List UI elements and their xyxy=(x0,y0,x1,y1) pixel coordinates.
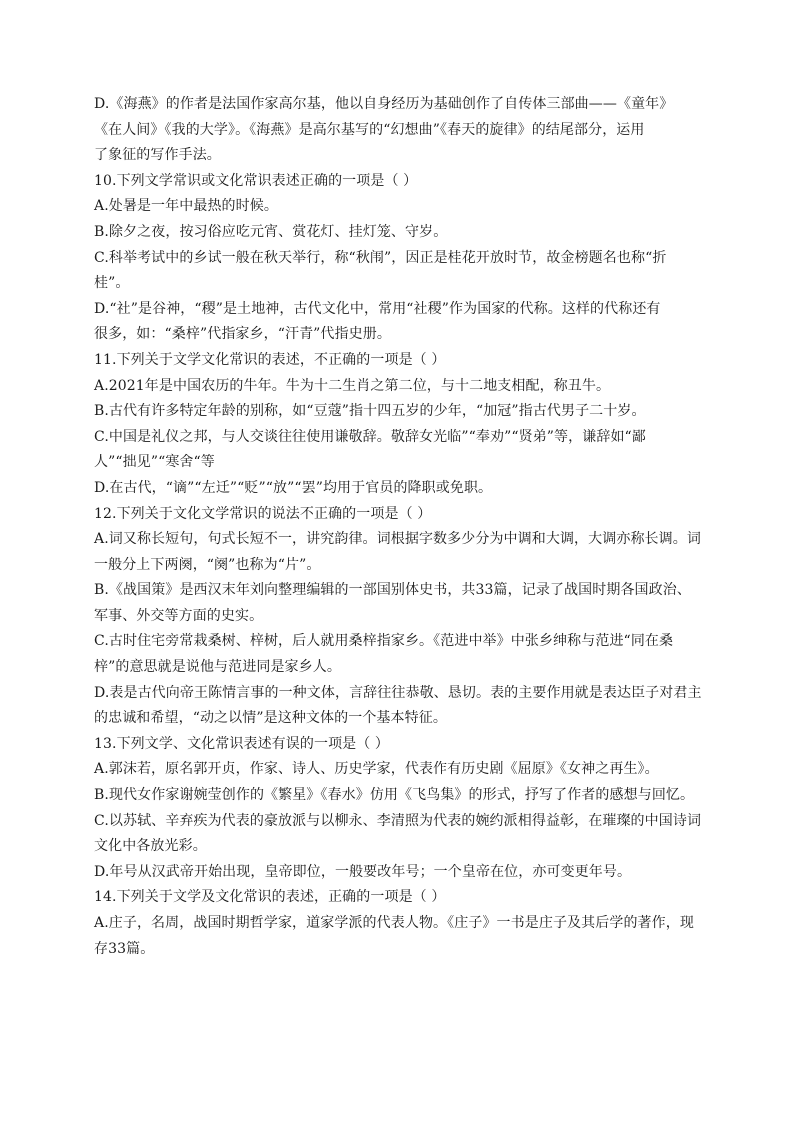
question-12-option-c: C.古时住宅旁常栽桑树、梓树，后人就用桑梓指家乡。《范进中举》中张乡绅称与范进“同在桑 xyxy=(94,633,674,650)
question-13-stem: 13.下列文学、文化常识表述有误的一项是（ ） xyxy=(94,735,390,752)
question-11-option-a: A.2021年是中国农历的牛年。牛为十二生肖之第二位，与十二地支相配，称丑牛。 xyxy=(94,377,611,394)
text-line: 人”“拙见”“寒舍“等 xyxy=(94,454,215,471)
text-line: 梓”的意思就是说他与范进同是家乡人。 xyxy=(94,659,341,676)
question-11-option-d: D.在古代，“谪”“左迁”“贬”“放”“罢”均用于官员的降职或免职。 xyxy=(94,479,493,496)
question-13-option-c: C.以苏轼、辛弃疾为代表的豪放派与以柳永、李清照为代表的婉约派相得益彰，在璀璨的中国诗词 xyxy=(94,812,702,829)
question-10-stem: 10.下列文学常识或文化常识表述正确的一项是（ ） xyxy=(94,172,418,189)
question-10-option-b: B.除夕之夜，按习俗应吃元宵、赏花灯、挂灯笼、守岁。 xyxy=(94,223,448,240)
text-line: 了象征的写作手法。 xyxy=(94,147,221,164)
question-12-option-a: A.词又称长短句，句式长短不一，讲究韵律。词根据字数多少分为中调和大调，大调亦称长调。词 xyxy=(94,531,701,548)
question-12-option-d: D.表是古代向帝王陈情言事的一种文体，言辞往往恭敬、恳切。表的主要作用就是表达臣子对君主 xyxy=(94,684,702,701)
question-10-option-a: A.处暑是一年中最热的时候。 xyxy=(94,198,278,215)
text-line: D.《海燕》的作者是法国作家高尔基，他以自身经历为基础创作了自传体三部曲——《童年》 xyxy=(94,96,674,112)
text-line: 的忠诚和希望，“动之以情”是这种文体的一个基本特征。 xyxy=(94,710,447,727)
question-10-option-d: D.“社”是谷神，“稷”是土地神，古代文化中，常用“社稷”作为国家的代称。这样的代称还有 xyxy=(94,300,661,317)
question-14-option-a: A.庄子，名周，战国时期哲学家，道家学派的代表人物。《庄子》一书是庄子及其后学的著作，现 xyxy=(94,915,694,931)
document-body xyxy=(94,92,702,962)
question-13-option-b: B.现代女作家谢婉莹创作的《繁星》《春水》仿用《飞鸟集》的形式，抒写了作者的感想与回忆。 xyxy=(94,787,695,804)
question-11-option-b: B.古代有许多特定年龄的别称，如“豆蔻”指十四五岁的少年，“加冠”指古代男子二十岁。 xyxy=(94,403,646,420)
question-13-option-d: D.年号从汉武帝开始出现，皇帝即位，一般要改年号；一个皇帝在位，亦可变更年号。 xyxy=(94,863,632,880)
question-11-stem: 11.下列关于文学文化常识的表述，不正确的一项是（ ） xyxy=(94,351,446,368)
text-line: 文化中各放光彩。 xyxy=(94,838,207,855)
question-12-stem: 12.下列关于文化文学常识的说法不正确的一项是（ ） xyxy=(94,505,432,522)
text-line: 桂”。 xyxy=(94,275,130,292)
text-line: 存33篇。 xyxy=(94,940,155,957)
question-11-option-c: C.中国是礼仪之邦，与人交谈往往使用谦敬辞。敬辞女光临”“奉劝”“贤弟”等，谦辞如“鄙 xyxy=(94,428,646,445)
question-10-option-c: C.科举考试中的乡试一般在秋天举行，称“秋闱”，因正是桂花开放时节，故金榜题名也称“折 xyxy=(94,249,667,266)
question-13-option-a: A.郭沫若，原名郭开贞，作家、诗人、历史学家，代表作有历史剧《屈原》《女神之再生》。 xyxy=(94,761,659,778)
text-line: 一般分上下两阕，“阕”也称为“片”。 xyxy=(94,556,321,573)
text-line: 《在人间》《我的大学》。《海燕》是高尔基写的“幻想曲”《春天的旋律》的结尾部分，运用 xyxy=(94,121,645,138)
text-line: 很多，如：“桑梓”代指家乡，“汗青”代指史册。 xyxy=(94,326,391,343)
question-12-option-b: B.《战国策》是西汉末年刘向整理编辑的一部国别体史书，共33篇，记录了战国时期各国政治、 xyxy=(94,582,691,599)
text-line: 军事、外交等方面的史实。 xyxy=(94,607,264,624)
question-14-stem: 14.下列关于文学及文化常识的表述，正确的一项是（ ） xyxy=(94,889,446,906)
